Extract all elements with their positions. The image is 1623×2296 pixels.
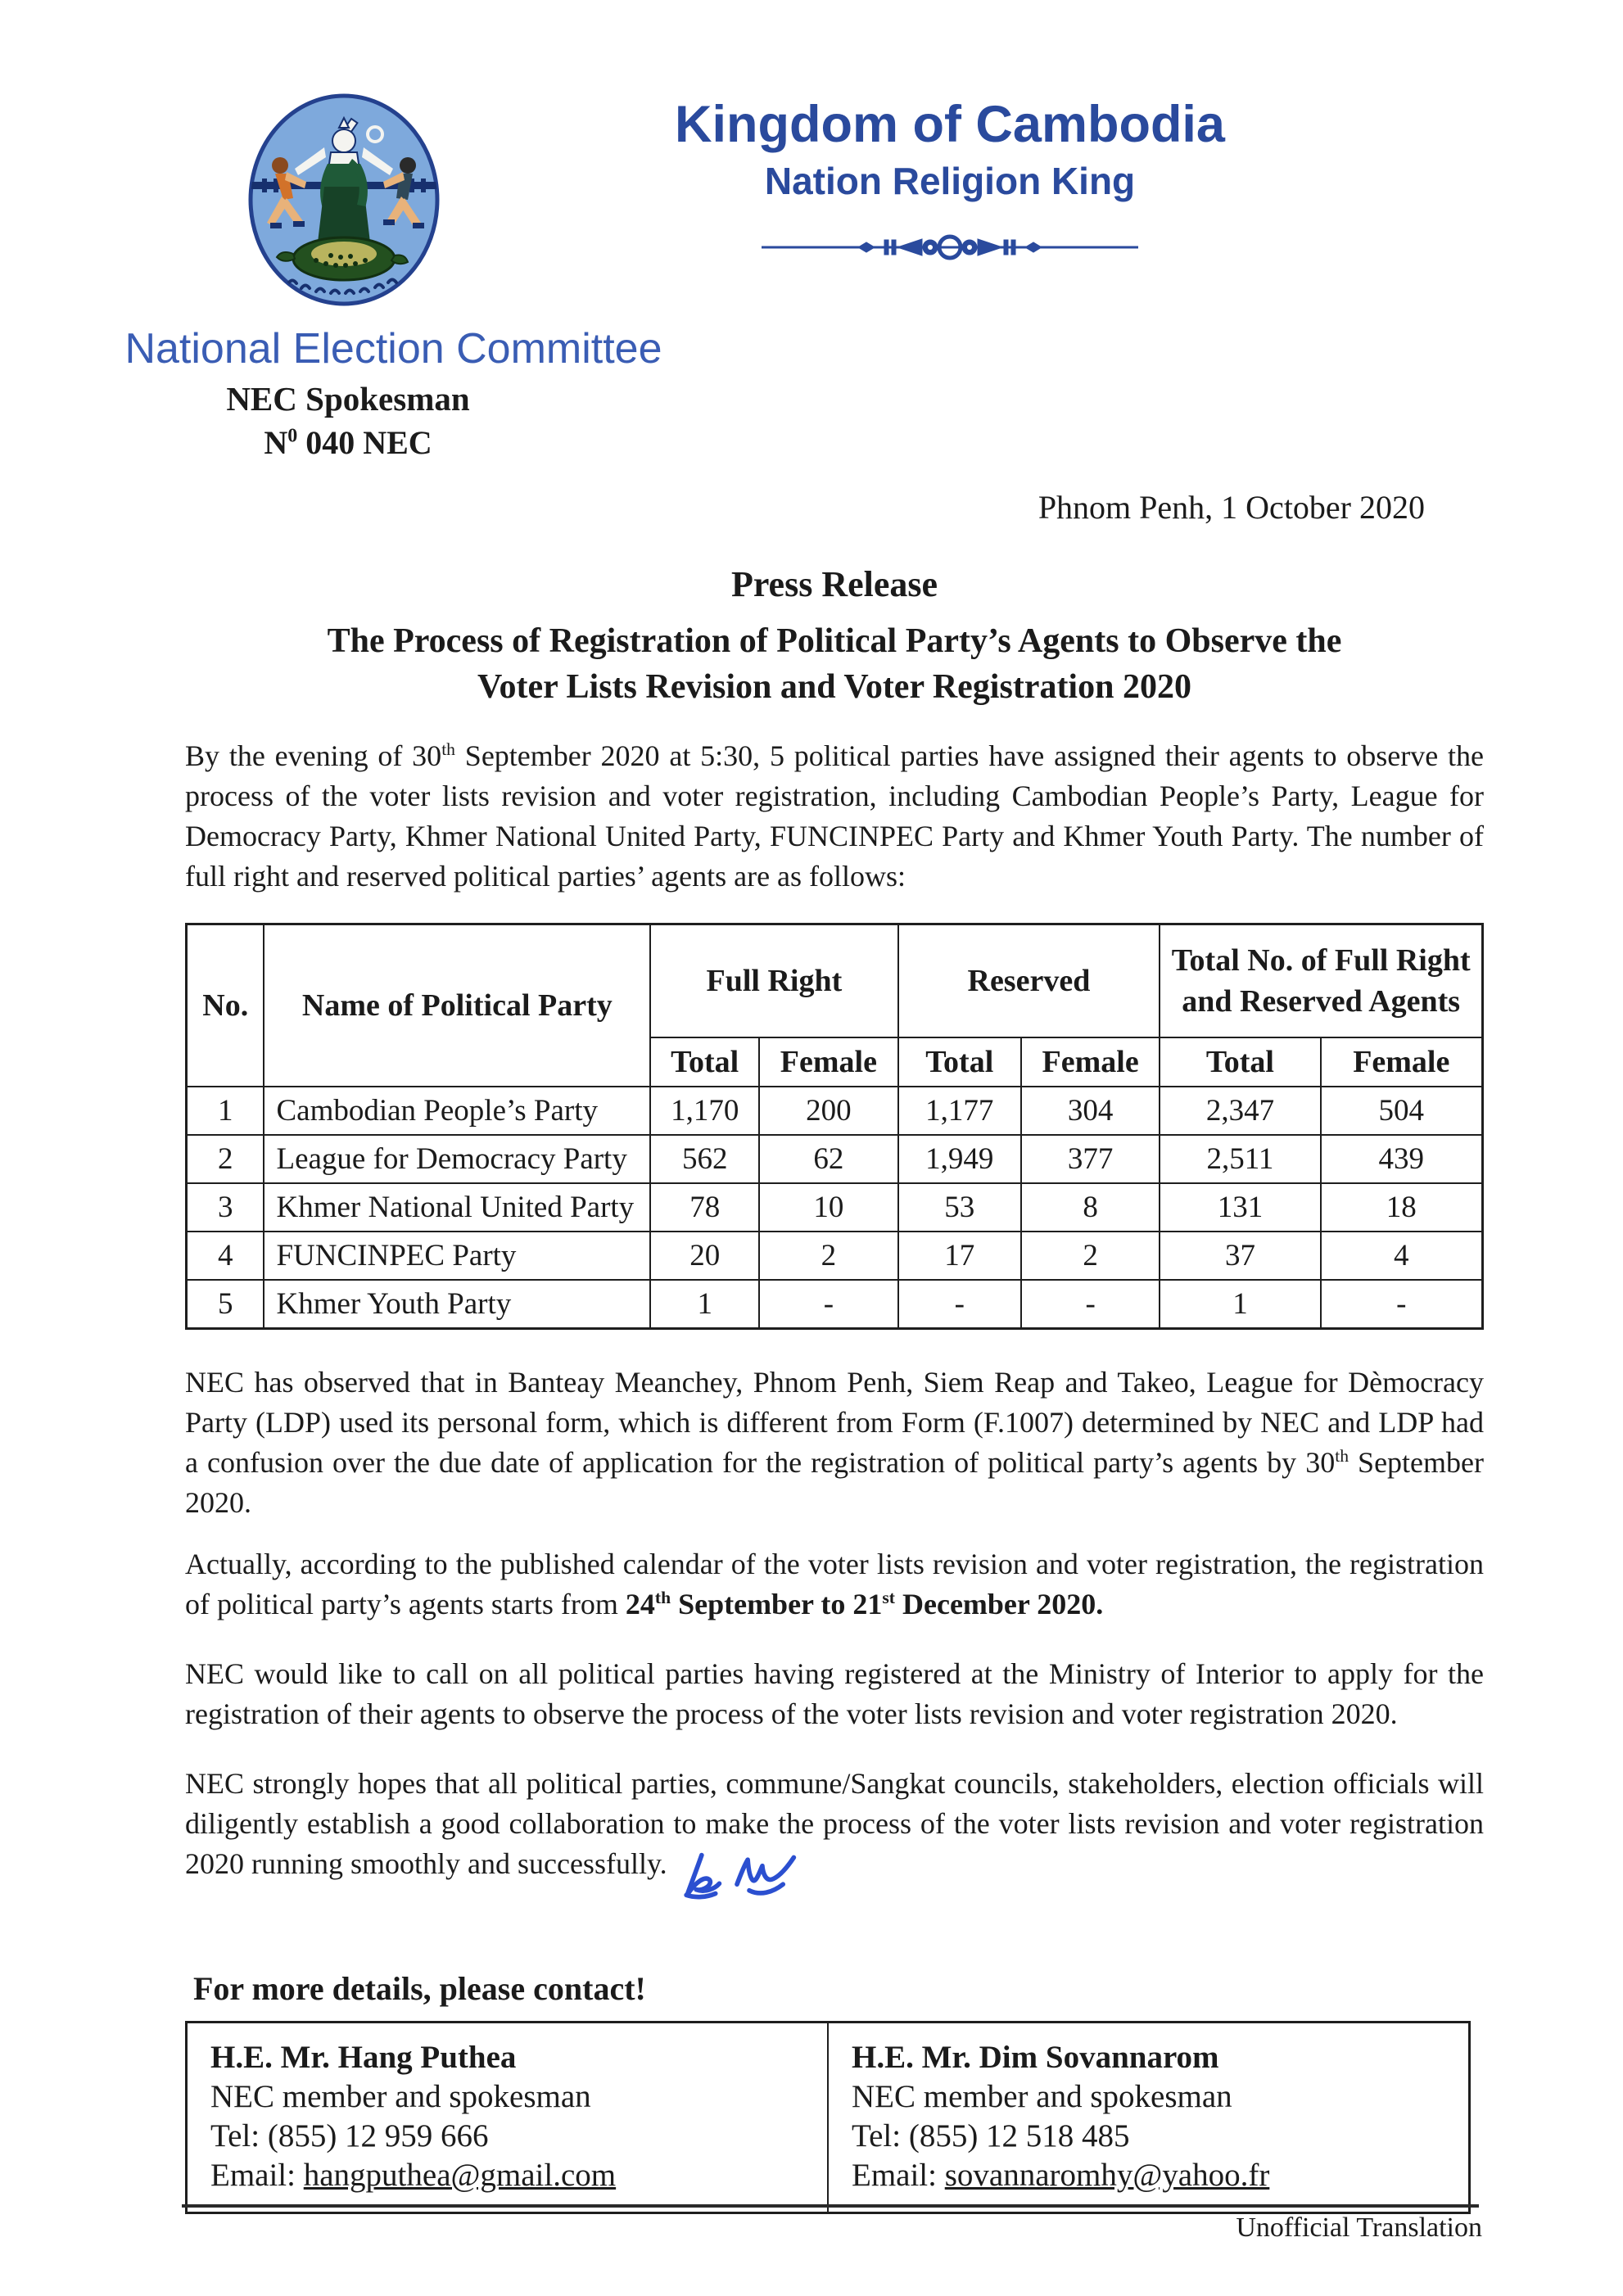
cell-res-total: 53 <box>898 1183 1021 1232</box>
contact-tel: Tel: (855) 12 959 666 <box>210 2118 489 2154</box>
calendar-bold-dates <box>626 1588 1103 1620</box>
nec-seal-graphic <box>246 90 442 310</box>
col-header-full-right: Full Right <box>650 924 897 1038</box>
hopes-text: NEC strongly hopes that all political parties, commune/Sangkat councils, stakeholders, election officials will diligently establish a good collaboration to make the process of the voter lists revision and voter registration 2020 running smoothly and successfully. <box>185 1767 1484 1880</box>
cell-tot-female: 504 <box>1321 1087 1483 1135</box>
contact-card <box>828 2023 1470 2213</box>
intro-part2: September 2020 at 5:30, 5 political parties have assigned their agents to observe the process of the voter lists revision and voter registration, including Cambodian People’s Party, League for Democracy Party, Khmer National United Party, FUNCINPEC Party and Khmer Youth Party. The number of full right and reserved political parties’ agents are as follows: <box>185 739 1484 893</box>
calendar-bold-part3: December 2020. <box>894 1588 1104 1620</box>
divider-ornament <box>663 231 1236 268</box>
divider-ornament-graphic <box>762 231 1138 264</box>
nec-seal-logo <box>246 90 442 310</box>
cell-fr-female: 10 <box>759 1183 897 1232</box>
observed-part1: NEC has observed that in Banteay Meanchey, Phnom Penh, Siem Reap and Takeo, League for Dèmocracy Party (LDP) used its personal form, which is different from Form (F.1007) determined by NEC and LDP had a confusion over the due date of application for the registration of political party’s agents by 30 <box>185 1366 1484 1479</box>
kingdom-title: Kingdom of Cambodia <box>675 96 1225 153</box>
footer-note: Unofficial Translation <box>1236 2212 1482 2243</box>
signature-initials <box>676 1844 798 1928</box>
cell-fr-female: 2 <box>759 1232 897 1280</box>
contact-email-line <box>210 2156 819 2195</box>
cell-res-total: 1,949 <box>898 1135 1021 1183</box>
cell-fr-total: 1 <box>650 1280 759 1329</box>
contact-table <box>185 2021 1471 2214</box>
intro-part1: By the evening of 30 <box>185 739 442 772</box>
table-row <box>187 1183 1483 1232</box>
table-row <box>187 1232 1483 1280</box>
contact-role: NEC member and spokesman <box>210 2079 591 2114</box>
contact-email-line <box>852 2156 1460 2195</box>
press-release-heading: Press Release <box>730 564 938 604</box>
cell-res-female: 377 <box>1021 1135 1160 1183</box>
contact-card <box>187 2023 829 2213</box>
observed-paragraph <box>185 1363 1484 1523</box>
contact-tel: Tel: (855) 12 518 485 <box>852 2118 1130 2154</box>
observed-part2: September 2020. <box>185 1446 1485 1519</box>
signature-graphic <box>676 1844 798 1918</box>
document-body <box>185 563 1484 2214</box>
cell-fr-total: 78 <box>650 1183 759 1232</box>
col-header-total-group: Total No. of Full Right and Reserved Agents <box>1160 924 1482 1038</box>
cell-fr-total: 562 <box>650 1135 759 1183</box>
cell-no: 1 <box>187 1087 264 1135</box>
document-title <box>185 618 1484 710</box>
calendar-bold-sup1: th <box>654 1588 671 1607</box>
observed-sup: th <box>1335 1446 1349 1466</box>
contact-email-label: Email: <box>210 2158 304 2193</box>
cell-tot-total: 37 <box>1160 1232 1320 1280</box>
cell-party: FUNCINPEC Party <box>264 1232 650 1280</box>
doc-no-prefix: N <box>264 424 288 461</box>
doc-no-rest: 040 NEC <box>297 424 432 461</box>
cell-res-female: - <box>1021 1280 1160 1329</box>
contact-email: sovannaromhy@yahoo.fr <box>944 2158 1270 2193</box>
cell-tot-female: 4 <box>1321 1232 1483 1280</box>
cell-res-female: 2 <box>1021 1232 1160 1280</box>
calendar-bold-part1: 24 <box>625 1588 655 1620</box>
contact-role: NEC member and spokesman <box>852 2079 1232 2114</box>
sub-header-tot-female: Female <box>1321 1037 1483 1087</box>
cell-no: 4 <box>187 1232 264 1280</box>
hopes-paragraph <box>185 1764 1484 1928</box>
document-title-line2: Voter Lists Revision and Voter Registration 2020 <box>477 668 1191 706</box>
intro-sup: th <box>441 739 455 759</box>
document-title-line1: The Process of Registration of Political Party’s Agents to Observe the <box>327 622 1342 660</box>
col-header-reserved: Reserved <box>898 924 1160 1038</box>
cell-fr-total: 1,170 <box>650 1087 759 1135</box>
document-number <box>123 424 573 462</box>
sub-header-tot-total: Total <box>1160 1037 1320 1087</box>
col-header-no: No. <box>187 924 264 1087</box>
cell-tot-total: 2,511 <box>1160 1135 1320 1183</box>
cell-tot-total: 1 <box>1160 1280 1320 1329</box>
cell-tot-female: - <box>1321 1280 1483 1329</box>
cell-res-total: 17 <box>898 1232 1021 1280</box>
contact-name: H.E. Mr. Hang Puthea <box>210 2040 517 2075</box>
cell-no: 3 <box>187 1183 264 1232</box>
contact-heading: For more details, please contact! <box>193 1970 646 2007</box>
intro-paragraph <box>185 736 1484 897</box>
cell-fr-female: - <box>759 1280 897 1329</box>
cell-res-total: - <box>898 1280 1021 1329</box>
sub-header-res-female: Female <box>1021 1037 1160 1087</box>
date-line: Phnom Penh, 1 October 2020 <box>1038 489 1425 526</box>
cell-res-total: 1,177 <box>898 1087 1021 1135</box>
cell-no: 5 <box>187 1280 264 1329</box>
table-header-row-groups <box>187 924 1483 1038</box>
cell-party: Khmer Youth Party <box>264 1280 650 1329</box>
cell-fr-female: 200 <box>759 1087 897 1135</box>
sub-header-fr-female: Female <box>759 1037 897 1087</box>
calendar-paragraph <box>185 1544 1484 1625</box>
table-row <box>187 1087 1483 1135</box>
cell-tot-total: 2,347 <box>1160 1087 1320 1135</box>
cell-fr-female: 62 <box>759 1135 897 1183</box>
cell-tot-female: 18 <box>1321 1183 1483 1232</box>
kingdom-motto: Nation Religion King <box>764 160 1136 202</box>
calendar-text: Actually, according to the published calendar of the voter lists revision and voter registration, the registration of political party’s agents starts from <box>185 1548 1484 1620</box>
table-row <box>187 1135 1483 1183</box>
cell-party: Cambodian People’s Party <box>264 1087 650 1135</box>
contact-name: H.E. Mr. Dim Sovannarom <box>852 2040 1219 2075</box>
cell-tot-female: 439 <box>1321 1135 1483 1183</box>
sub-header-res-total: Total <box>898 1037 1021 1087</box>
spokesman-label: NEC Spokesman <box>226 380 470 418</box>
cell-tot-total: 131 <box>1160 1183 1320 1232</box>
doc-no-sup: 0 <box>287 425 298 447</box>
calendar-bold-sup2: st <box>882 1588 895 1607</box>
contact-row <box>187 2023 1470 2213</box>
table-row <box>187 1280 1483 1329</box>
call-paragraph: NEC would like to call on all political parties having registered at the Ministry of Interior to apply for the registration of their agents to observe the process of the voter lists revision and voter registration 2020. <box>185 1657 1484 1730</box>
footer-divider <box>182 2204 1479 2208</box>
cell-fr-total: 20 <box>650 1232 759 1280</box>
calendar-bold-part2: September to 21 <box>671 1588 883 1620</box>
contact-email-label: Email: <box>852 2158 945 2193</box>
cell-no: 2 <box>187 1135 264 1183</box>
sub-header-fr-total: Total <box>650 1037 759 1087</box>
cell-res-female: 304 <box>1021 1087 1160 1135</box>
cell-party: League for Democracy Party <box>264 1135 650 1183</box>
cell-party: Khmer National United Party <box>264 1183 650 1232</box>
col-header-party: Name of Political Party <box>264 924 650 1087</box>
cell-res-female: 8 <box>1021 1183 1160 1232</box>
committee-name: National Election Committee <box>124 325 662 373</box>
kingdom-header <box>663 95 1236 268</box>
agents-table <box>185 923 1484 1330</box>
spokesman-block <box>123 380 573 462</box>
contact-email: hangputhea@gmail.com <box>303 2158 617 2193</box>
